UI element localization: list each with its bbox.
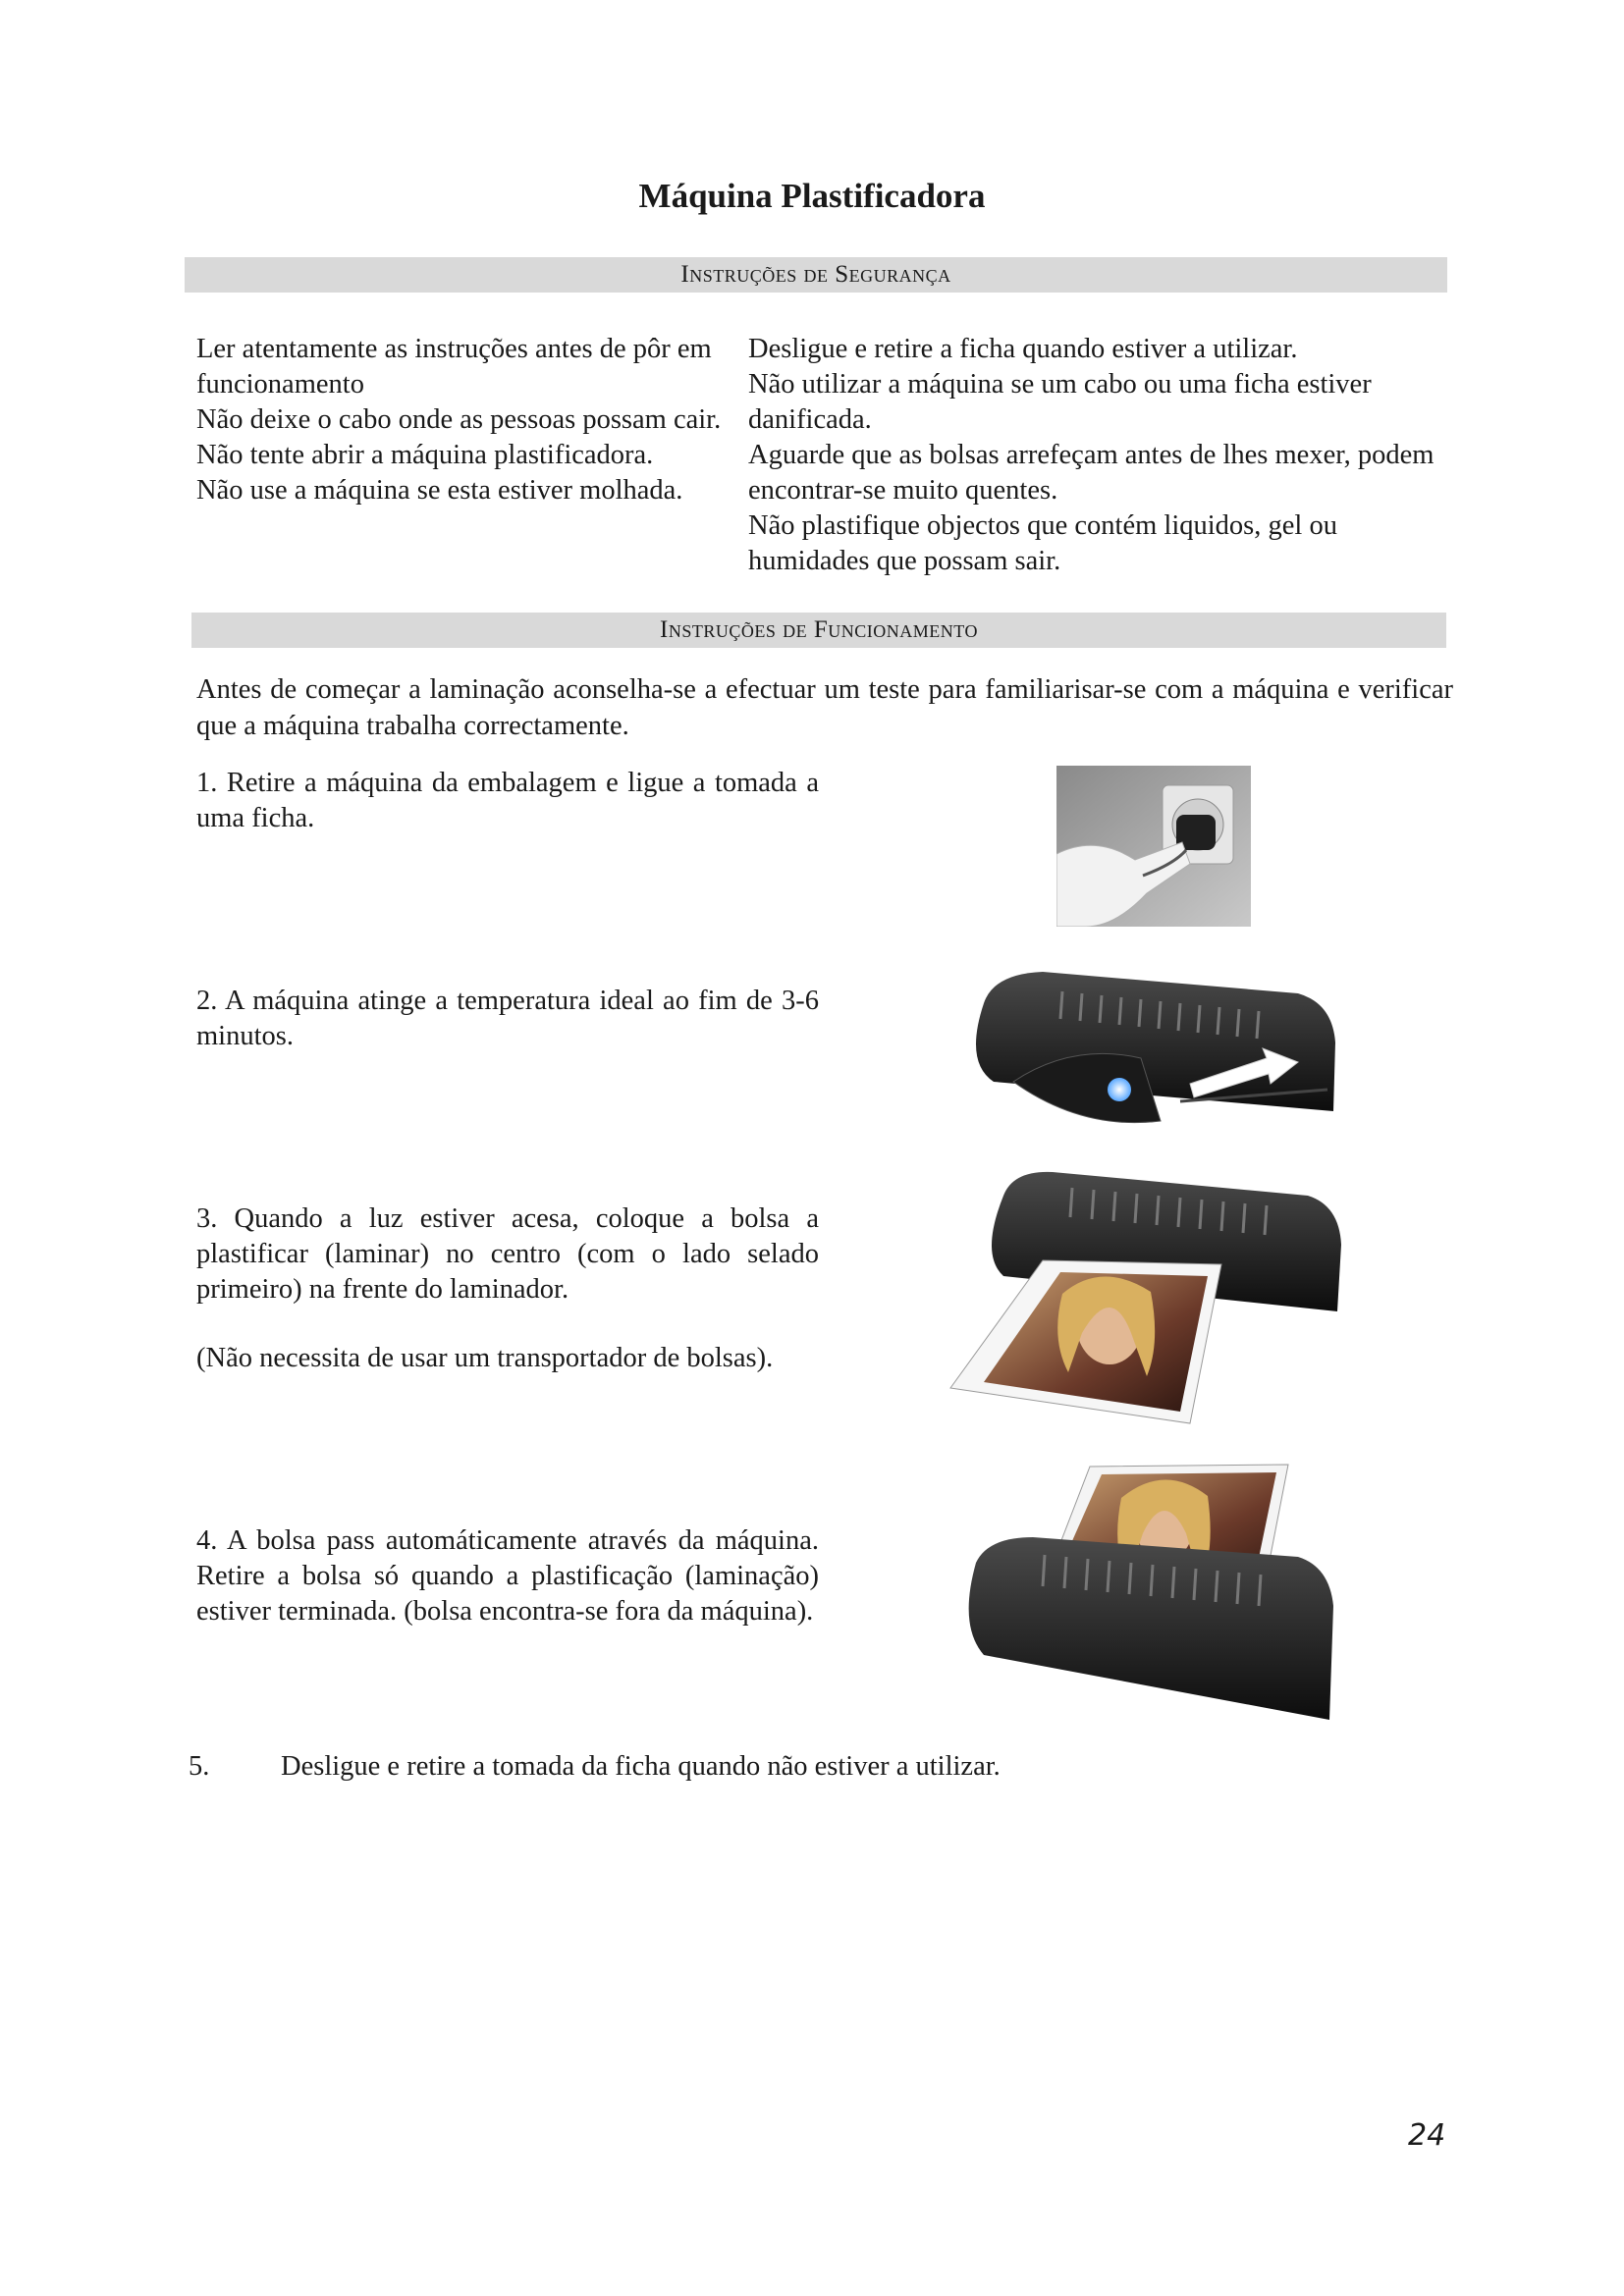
step-5 [189,1751,1001,1783]
step-3 [196,1201,819,1376]
safety-line: Ler atentamente as instruções antes de pôr em funcionamento [196,334,712,400]
safety-line: Desligue e retire a ficha quando estiver a utilizar. [748,334,1298,364]
step-2 [196,984,819,1054]
safety-line: Aguarde que as bolsas arrefeçam antes de lhes mexer, podem encontrar-se muito quentes. [748,440,1435,506]
laminator-ready-light [954,964,1347,1131]
step-text: 1. Retire a máquina da embalagem e ligue a tomada a uma ficha. [196,768,819,833]
step-4 [196,1523,819,1629]
safety-heading: Instruções de Segurança [185,257,1447,293]
safety-line: Não plastifique objectos que contém liquidos, gel ou humidades que possam sair. [748,510,1337,576]
page-title: Máquina Plastificadora [638,177,986,215]
safety-line: Não use a máquina se esta estiver molhada. [196,475,683,506]
step-number: 5. [189,1751,210,1782]
safety-line: Não tente abrir a máquina plastificadora. [196,440,654,470]
step-text: 3. Quando a luz estiver acesa, coloque a bolsa a plastificar (laminar) no centro (com o lado selado primeiro) na frente do laminador. [196,1203,819,1305]
page-number: 24 [1408,2118,1446,2153]
plug-photo [1056,766,1251,927]
step-text: Desligue e retire a tomada da ficha quando não estiver a utilizar. [281,1751,1001,1782]
safety-line: Não utilizar a máquina se um cabo ou uma ficha estiver danificada. [748,369,1372,435]
safety-right-column [748,332,1455,579]
step-text: 4. A bolsa pass automáticamente através da máquina. Retire a bolsa só quando a plastificação (laminação) estiver terminada. (bolsa encontra-se fora da máquina). [196,1525,819,1627]
step-note: (Não necessita de usar um transportador de bolsas). [196,1343,774,1373]
operation-intro: Antes de começar a laminação aconselha-se a efectuar um teste para familiarisar-se com a máquina e verificar que a máquina trabalha correctamente. [196,674,1453,741]
safety-left-column [196,332,731,508]
operation-heading: Instruções de Funcionamento [191,613,1446,648]
laminator-feeding-photo [945,1166,1357,1431]
safety-line: Não deixe o cabo onde as pessoas possam cair. [196,404,722,435]
laminator-output-photo [954,1459,1347,1730]
step-1 [196,766,819,836]
step-text: 2. A máquina atinge a temperatura ideal ao fim de 3-6 minutos. [196,986,819,1051]
